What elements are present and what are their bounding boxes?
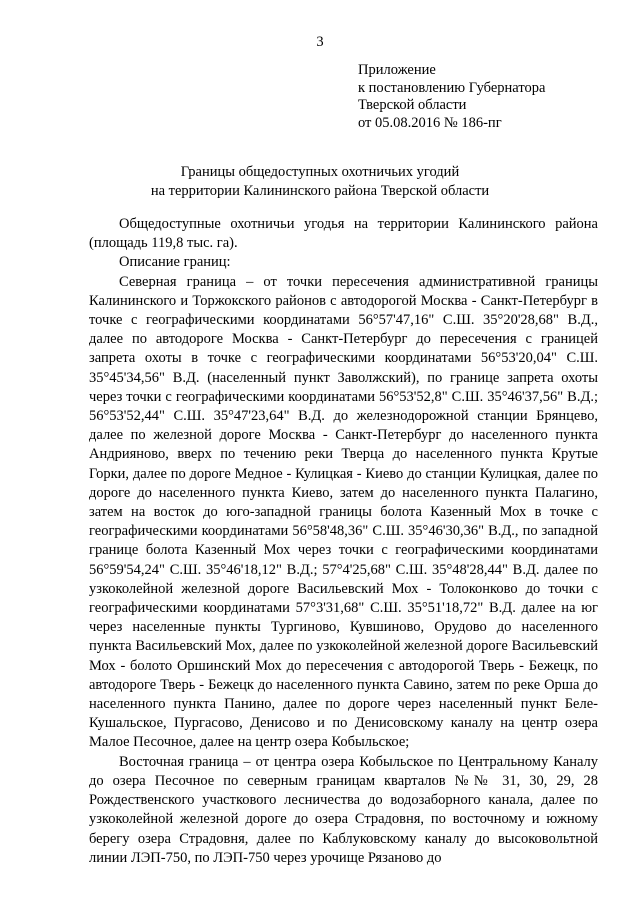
appendix-line-1: Приложение	[358, 62, 436, 78]
appendix-line-2: к постановлению Губернатора	[358, 79, 546, 96]
appendix-line-4: от 05.08.2016 № 186-пг	[358, 114, 502, 131]
intro-paragraph: Общедоступные охотничьи угодья на территории Калининского района (площадь 119,8 тыс. га).	[89, 216, 598, 252]
title-line-1: Границы общедоступных охотничьих угодий	[180, 164, 460, 180]
description-heading: Описание границ:	[119, 254, 231, 271]
page-number: 3	[316, 34, 324, 50]
north-boundary-paragraph: Северная граница – от точки пересечения административной границы Калининского и Торжокского районов с автодорогой Москва - Санкт-Петербург в точке с географическими координатами 56°57'47,16" С.Ш. 35°20'28,68" В.Д., далее по автодороге Москва - Санкт-Петербург до пересечения с границей запрета охоты в точке с географическими координатами 56°53'20,04" С.Ш. 35°45'34,56" В.Д. (населенный пункт Заволжский), по границе запрета охоты через точки с географическими координатами 56°53'52,8" С.Ш. 35°46'37,56" В.Д.; 56°53'52,44" С.Ш. 35°47'23,64" В.Д. до железнодорожной станции Брянцево, далее по железной дороге Москва - Санкт-Петербург до населенного пункта Андрияново, вверх по течению реки Тверца до населенного пункта Крутые Горки, далее по дороге Медное - Кулицкая - Киево до станции Кулицкая, далее по дороге до населенного пункта Киево, затем до населенного пункта Палагино, затем на восток до юго-западной границы болота Казенный Мох в точке с географическими координатами 56°58'48,36" С.Ш. 35°46'30,36" В.Д., по западной границе болота Казенный Мох через точки с географическими координатами 56°59'54,24" С.Ш. 35°46'18,12" В.Д.; 57°4'25,68" С.Ш. 35°48'28,44" В.Д. далее по узкоколейной железной дороге Васильевский Мох - Толоконково до точки с географическими координатами 57°3'31,68" С.Ш. 35°51'18,72" В.Д. далее на юг через населенные пункты Тургиново, Кувшиново, Орудово до населенного пункта Васильевский Мох, далее по узкоколейной железной дороге Васильевский Мох - болото Оршинский Мох до пересечения с автодорогой Тверь - Бежецк, по автодороге Тверь - Бежецк до населенного пункта Савино, затем по реке Орша до населенного пункта Панино, далее по дороге через населенный пункт Беле-Кушальское, Пургасово, Денисово и по Денисовскому каналу на центр озера Малое Песочное, далее на центр озера Кобыльское;	[89, 273, 598, 751]
title-line-2: на территории Калининского района Тверской области	[150, 183, 490, 199]
document-body	[89, 215, 598, 868]
appendix-header	[358, 62, 545, 132]
document-title	[0, 163, 640, 201]
appendix-line-3: Тверской области	[358, 97, 467, 113]
east-boundary-paragraph: Восточная граница – от центра озера Кобыльское по Центральному Каналу до озера Песочное по северным границам кварталов №№ 31, 30, 29, 28 Рождественского участкового лесничества до водозаборного канала, далее по узкоколейной железной дороге до озера Страдовня, по восточному и южному берегу озера Страдовня, далее по Каблуковскому каналу до высоковольтной линии ЛЭП-750, по ЛЭП-750 через урочище Рязаново до	[89, 753, 598, 866]
